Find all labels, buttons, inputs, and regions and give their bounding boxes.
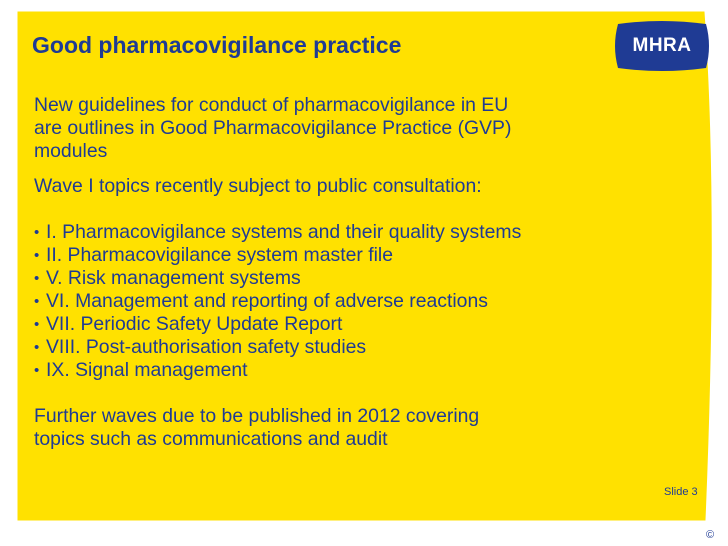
bullet-icon: •: [34, 362, 40, 379]
intro-line: New guidelines for conduct of pharmacovigilance in EU: [34, 94, 509, 116]
mhra-logo: [614, 20, 710, 72]
further-line: topics such as communications and audit: [34, 428, 388, 450]
list-item: • I. Pharmacovigilance systems and their quality systems: [34, 221, 522, 243]
bullet-icon: •: [34, 293, 40, 310]
slide-number: Slide 3: [664, 486, 698, 498]
bullet-icon: •: [34, 339, 40, 356]
slide-body: [34, 94, 674, 451]
list-item: • VI. Management and reporting of adverse reactions: [34, 290, 488, 312]
list-item: • VII. Periodic Safety Update Report: [34, 313, 343, 335]
copyright-mark: ©: [706, 529, 715, 541]
bullet-icon: •: [34, 224, 40, 241]
slide-title: Good pharmacovigilance practice: [32, 32, 402, 58]
bullet-icon: •: [34, 247, 40, 264]
further-paragraph: [34, 405, 674, 451]
list-item: • II. Pharmacovigilance system master file: [34, 244, 393, 266]
logo-text: MHRA: [632, 35, 692, 56]
intro-paragraph: [34, 94, 674, 163]
intro-line: modules: [34, 140, 108, 162]
intro-line: are outlines in Good Pharmacovigilance Practice (GVP): [34, 117, 512, 139]
further-line: Further waves due to be published in 2012 covering: [34, 405, 480, 427]
bullet-icon: •: [34, 316, 40, 333]
list-item: • VIII. Post-authorisation safety studies: [34, 336, 367, 358]
list-item: • V. Risk management systems: [34, 267, 301, 289]
bullet-icon: •: [34, 270, 40, 287]
list-item: • IX. Signal management: [34, 359, 248, 381]
wave-heading: Wave I topics recently subject to public consultation:: [34, 175, 482, 197]
topic-list: [34, 221, 674, 382]
